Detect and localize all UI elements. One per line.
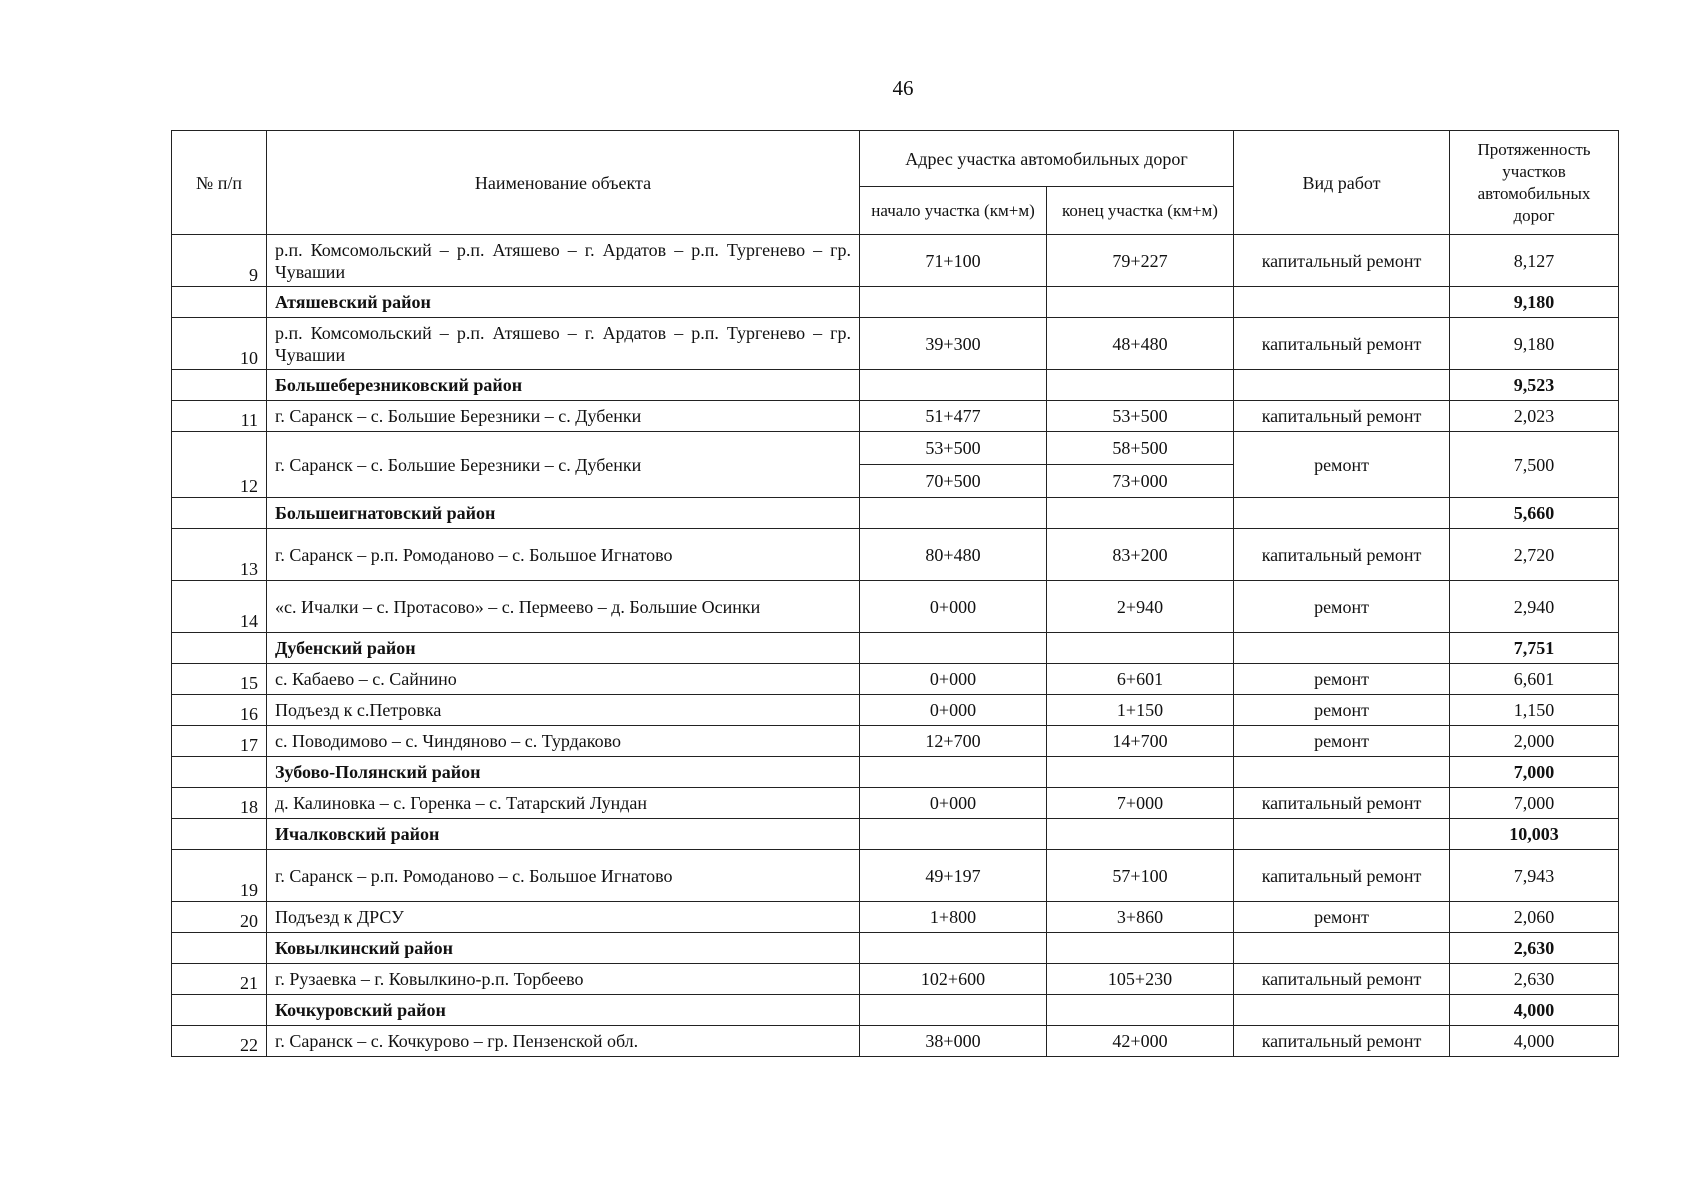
row-number: 16 (172, 695, 267, 726)
district-name: Большеигнатовский район (267, 498, 860, 529)
district-row (172, 757, 1619, 788)
section-start: 0+000 (860, 664, 1047, 695)
section-end: 73+000 (1047, 465, 1234, 498)
district-length: 7,000 (1450, 757, 1619, 788)
empty-cell (1234, 933, 1450, 964)
header-length: Протяженность участков автомобильных дорог (1450, 131, 1619, 235)
district-name: Дубенский район (267, 633, 860, 664)
district-name: Ичалковский район (267, 819, 860, 850)
section-end: 53+500 (1047, 401, 1234, 432)
table-row (172, 235, 1619, 287)
section-length: 6,601 (1450, 664, 1619, 695)
district-row (172, 995, 1619, 1026)
section-end: 57+100 (1047, 850, 1234, 902)
section-length: 4,000 (1450, 1026, 1619, 1057)
roads-table (171, 130, 1619, 1057)
section-start: 0+000 (860, 695, 1047, 726)
empty-cell (1234, 287, 1450, 318)
district-num-cell (172, 933, 267, 964)
section-end: 2+940 (1047, 581, 1234, 633)
empty-cell (1234, 498, 1450, 529)
header-work: Вид работ (1234, 131, 1450, 235)
row-number: 9 (172, 235, 267, 287)
empty-cell (860, 370, 1047, 401)
object-name: г. Саранск – с. Кочкурово – гр. Пензенской обл. (267, 1026, 860, 1057)
object-name: д. Калиновка – с. Горенка – с. Татарский Лундан (267, 788, 860, 819)
section-length: 2,060 (1450, 902, 1619, 933)
district-row (172, 498, 1619, 529)
row-number: 20 (172, 902, 267, 933)
district-num-cell (172, 757, 267, 788)
empty-cell (1234, 819, 1450, 850)
district-row (172, 287, 1619, 318)
district-row (172, 370, 1619, 401)
section-length: 2,720 (1450, 529, 1619, 581)
empty-cell (1047, 498, 1234, 529)
work-type: капитальный ремонт (1234, 318, 1450, 370)
section-start: 0+000 (860, 581, 1047, 633)
district-num-cell (172, 498, 267, 529)
section-start: 102+600 (860, 964, 1047, 995)
district-name: Ковылкинский район (267, 933, 860, 964)
district-length: 5,660 (1450, 498, 1619, 529)
row-number: 18 (172, 788, 267, 819)
object-name: Подъезд к с.Петровка (267, 695, 860, 726)
work-type: капитальный ремонт (1234, 235, 1450, 287)
section-end: 83+200 (1047, 529, 1234, 581)
work-type: ремонт (1234, 432, 1450, 498)
row-number: 10 (172, 318, 267, 370)
row-number: 11 (172, 401, 267, 432)
section-start: 51+477 (860, 401, 1047, 432)
work-type: капитальный ремонт (1234, 1026, 1450, 1057)
work-type: капитальный ремонт (1234, 964, 1450, 995)
table-body (172, 235, 1619, 1057)
table-header (172, 131, 1619, 235)
header-address: Адрес участка автомобильных дорог (860, 131, 1234, 187)
district-num-cell (172, 995, 267, 1026)
object-name: р.п. Комсомольский – р.п. Атяшево – г. Ардатов – р.п. Тургенево – гр. Чувашии (267, 235, 860, 287)
district-length: 9,523 (1450, 370, 1619, 401)
work-type: капитальный ремонт (1234, 788, 1450, 819)
empty-cell (1234, 370, 1450, 401)
header-end: конец участка (км+м) (1047, 187, 1234, 235)
work-type: ремонт (1234, 695, 1450, 726)
empty-cell (1047, 819, 1234, 850)
section-end: 6+601 (1047, 664, 1234, 695)
section-start: 12+700 (860, 726, 1047, 757)
section-length: 7,943 (1450, 850, 1619, 902)
district-row (172, 819, 1619, 850)
section-length: 2,023 (1450, 401, 1619, 432)
section-end: 14+700 (1047, 726, 1234, 757)
object-name: г. Рузаевка – г. Ковылкино-р.п. Торбеево (267, 964, 860, 995)
section-length: 2,940 (1450, 581, 1619, 633)
district-length: 10,003 (1450, 819, 1619, 850)
section-length: 9,180 (1450, 318, 1619, 370)
section-length: 2,000 (1450, 726, 1619, 757)
empty-cell (1047, 633, 1234, 664)
district-row (172, 933, 1619, 964)
work-type: капитальный ремонт (1234, 401, 1450, 432)
section-start: 0+000 (860, 788, 1047, 819)
page-number: 46 (892, 76, 914, 100)
empty-cell (860, 819, 1047, 850)
object-name: г. Саранск – р.п. Ромоданово – с. Большое Игнатово (267, 850, 860, 902)
object-name: с. Поводимово – с. Чиндяново – с. Турдаково (267, 726, 860, 757)
empty-cell (860, 287, 1047, 318)
section-start: 1+800 (860, 902, 1047, 933)
section-end: 48+480 (1047, 318, 1234, 370)
district-num-cell (172, 633, 267, 664)
row-number: 15 (172, 664, 267, 695)
table-row (172, 664, 1619, 695)
empty-cell (1047, 757, 1234, 788)
district-name: Кочкуровский район (267, 995, 860, 1026)
section-end: 58+500 (1047, 432, 1234, 465)
section-length: 7,000 (1450, 788, 1619, 819)
district-length: 7,751 (1450, 633, 1619, 664)
row-number: 19 (172, 850, 267, 902)
section-length: 1,150 (1450, 695, 1619, 726)
empty-cell (860, 498, 1047, 529)
header-name: Наименование объекта (267, 131, 860, 235)
empty-cell (1047, 933, 1234, 964)
table-row (172, 581, 1619, 633)
row-number: 21 (172, 964, 267, 995)
empty-cell (1047, 995, 1234, 1026)
table-row (172, 788, 1619, 819)
table-row (172, 401, 1619, 432)
table-row (172, 432, 1619, 465)
row-number: 14 (172, 581, 267, 633)
section-length: 7,500 (1450, 432, 1619, 498)
section-start: 38+000 (860, 1026, 1047, 1057)
section-start: 49+197 (860, 850, 1047, 902)
object-name: р.п. Комсомольский – р.п. Атяшево – г. Ардатов – р.п. Тургенево – гр. Чувашии (267, 318, 860, 370)
row-number: 13 (172, 529, 267, 581)
work-type: капитальный ремонт (1234, 529, 1450, 581)
empty-cell (860, 995, 1047, 1026)
table-row (172, 318, 1619, 370)
table-row (172, 1026, 1619, 1057)
section-end: 3+860 (1047, 902, 1234, 933)
work-type: ремонт (1234, 664, 1450, 695)
row-number: 12 (172, 432, 267, 498)
object-name: «с. Ичалки – с. Протасово» – с. Пермеево – д. Большие Осинки (267, 581, 860, 633)
table-row (172, 964, 1619, 995)
district-length: 2,630 (1450, 933, 1619, 964)
empty-cell (860, 757, 1047, 788)
section-length: 8,127 (1450, 235, 1619, 287)
object-name: г. Саранск – р.п. Ромоданово – с. Большое Игнатово (267, 529, 860, 581)
district-num-cell (172, 819, 267, 850)
district-num-cell (172, 370, 267, 401)
section-end: 79+227 (1047, 235, 1234, 287)
table-row (172, 850, 1619, 902)
section-end: 42+000 (1047, 1026, 1234, 1057)
section-end: 105+230 (1047, 964, 1234, 995)
section-start: 39+300 (860, 318, 1047, 370)
district-length: 9,180 (1450, 287, 1619, 318)
district-name: Большеберезниковский район (267, 370, 860, 401)
section-length: 2,630 (1450, 964, 1619, 995)
empty-cell (1234, 757, 1450, 788)
empty-cell (1047, 370, 1234, 401)
empty-cell (1234, 995, 1450, 1026)
empty-cell (1234, 633, 1450, 664)
row-number: 17 (172, 726, 267, 757)
work-type: ремонт (1234, 726, 1450, 757)
work-type: ремонт (1234, 902, 1450, 933)
district-length: 4,000 (1450, 995, 1619, 1026)
empty-cell (1047, 287, 1234, 318)
district-row (172, 633, 1619, 664)
table-row (172, 529, 1619, 581)
object-name: г. Саранск – с. Большие Березники – с. Дубенки (267, 432, 860, 498)
section-end: 1+150 (1047, 695, 1234, 726)
section-start: 80+480 (860, 529, 1047, 581)
object-name: г. Саранск – с. Большие Березники – с. Дубенки (267, 401, 860, 432)
table-row (172, 726, 1619, 757)
section-end: 7+000 (1047, 788, 1234, 819)
header-num: № п/п (172, 131, 267, 235)
object-name: с. Кабаево – с. Сайнино (267, 664, 860, 695)
object-name: Подъезд к ДРСУ (267, 902, 860, 933)
district-name: Зубово-Полянский район (267, 757, 860, 788)
empty-cell (860, 933, 1047, 964)
section-start: 70+500 (860, 465, 1047, 498)
work-type: капитальный ремонт (1234, 850, 1450, 902)
row-number: 22 (172, 1026, 267, 1057)
table-row (172, 695, 1619, 726)
district-num-cell (172, 287, 267, 318)
header-start: начало участка (км+м) (860, 187, 1047, 235)
section-start: 53+500 (860, 432, 1047, 465)
section-start: 71+100 (860, 235, 1047, 287)
work-type: ремонт (1234, 581, 1450, 633)
empty-cell (860, 633, 1047, 664)
district-name: Атяшевский район (267, 287, 860, 318)
table-row (172, 902, 1619, 933)
